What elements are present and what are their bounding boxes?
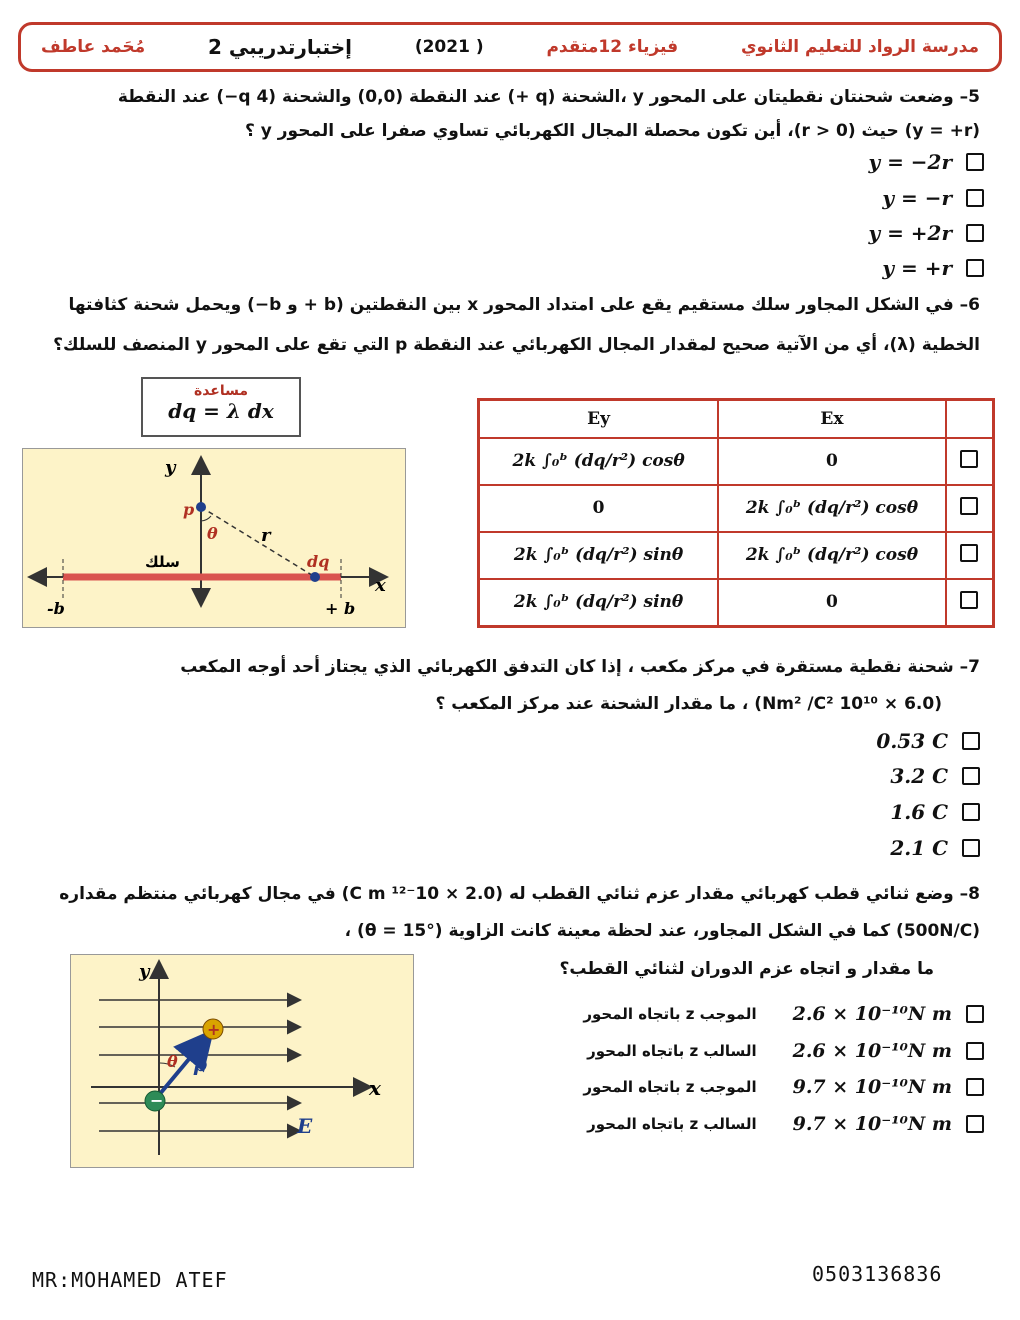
minus-sign: − (150, 1091, 164, 1110)
year: (2021 ) (414, 37, 484, 57)
theta-arc (201, 516, 211, 521)
checkbox[interactable] (966, 1078, 984, 1096)
checkbox[interactable] (962, 767, 980, 785)
checkbox[interactable] (962, 803, 980, 821)
header-ex: Ex (718, 400, 946, 438)
checkbox[interactable] (960, 591, 978, 609)
footer-name: MR:MOHAMED ATEF (32, 1268, 228, 1292)
x-label: x (375, 575, 386, 596)
q5-line2: (y = +r) حيث (r > 0)، أين تكون محصلة المجال الكهربائي تساوي صفرا على المحور y ؟ (244, 121, 980, 141)
x-label: x (369, 1076, 381, 1100)
q8-line1: 8– وضع ثنائي قطب كهربائي مقدار عزم ثنائي القطب له (2.0 × 10⁻¹² C m) في مجال كهربائي منتظم مقداره (59, 884, 980, 904)
table-row: 2k ∫₀ᵇ (dq/r²) sinθ 0 (479, 579, 994, 627)
q8-option-3[interactable]: باتجاه المحور z الموجب 9.7 × 10⁻¹⁰N m (583, 1076, 984, 1098)
checkbox[interactable] (966, 189, 984, 207)
checkbox[interactable] (966, 1042, 984, 1060)
q7-option-3[interactable]: 1.6 C (890, 800, 980, 824)
checkbox[interactable] (966, 224, 984, 242)
dipole-figure (70, 954, 414, 1168)
q8-option-1[interactable]: باتجاه المحور z الموجب 2.6 × 10⁻¹⁰N m (583, 1003, 984, 1025)
q5-option-4[interactable]: y = +r (882, 256, 984, 280)
q5-option-2[interactable]: y = −r (882, 186, 984, 210)
y-label: y (165, 457, 176, 478)
header-bar (18, 22, 1002, 72)
q7-line1: 7– شحنة نقطية مستقرة في مركز مكعب ، إذا كان التدفق الكهربائي الذي يجتاز أحد أوجه المكعب (180, 657, 980, 677)
checkbox[interactable] (960, 450, 978, 468)
checkbox[interactable] (966, 153, 984, 171)
checkbox[interactable] (960, 497, 978, 515)
q7-option-1[interactable]: 0.53 C (876, 729, 980, 753)
q7-line2: (6.0 × 10¹⁰ Nm² /C²) ، ما مقدار الشحنة عند مركز المكعب ؟ (435, 694, 942, 714)
q7-option-4[interactable]: 2.1 C (890, 836, 980, 860)
test-title: إختبارتدريبي 2 (208, 35, 352, 59)
r-label: r (261, 525, 271, 546)
theta-label: θ (207, 524, 218, 543)
dq-point (310, 572, 320, 582)
q8-line3: ما مقدار و اتجاه عزم الدوران لثنائي القطب؟ (559, 959, 934, 979)
header-ey: Ey (479, 400, 719, 438)
checkbox[interactable] (960, 544, 978, 562)
wire-figure (22, 448, 406, 628)
q8-option-2[interactable]: باتجاه المحور z السالب 2.6 × 10⁻¹⁰N m (587, 1040, 984, 1062)
table-row: 2k ∫₀ᵇ (dq/r²) cosθ 0 (479, 438, 994, 485)
wire-label: سلك (145, 553, 180, 571)
checkbox[interactable] (962, 839, 980, 857)
dipole-diagram (71, 955, 413, 1167)
y-label: y (139, 961, 150, 982)
footer-phone: 0503136836 (812, 1262, 943, 1286)
e-label: E (297, 1114, 313, 1138)
pos-b-label: + b (325, 599, 356, 618)
theta-label: θ (167, 1052, 178, 1071)
table-row: 2k ∫₀ᵇ (dq/r²) sinθ 2k ∫₀ᵇ (dq/r²) cosθ (479, 532, 994, 579)
p-label: p (193, 1052, 207, 1076)
course-name: فيزياء 12متقدم (546, 37, 679, 57)
dq-label: dq (307, 552, 330, 571)
q7-option-2[interactable]: 3.2 C (890, 764, 980, 788)
checkbox[interactable] (966, 1115, 984, 1133)
teacher-name: مُحَمد عاطف (41, 37, 146, 57)
q8-option-4[interactable]: باتجاه المحور z السالب 9.7 × 10⁻¹⁰N m (587, 1113, 984, 1135)
r-line (201, 507, 315, 577)
table-row: 0 2k ∫₀ᵇ (dq/r²) cosθ (479, 485, 994, 532)
neg-b-label: -b (47, 599, 65, 618)
q5-line1: 5– وضعت شحنتان نقطيتان على المحور y ،الشحنة (q +) عند النقطة (0,0) والشحنة (4 q−) عند النقطة (117, 87, 980, 107)
plus-sign: + (207, 1020, 221, 1039)
school-name: مدرسة الرواد للتعليم الثانوي (740, 37, 979, 57)
checkbox[interactable] (962, 732, 980, 750)
q6-options-table (477, 398, 995, 628)
hint-box (141, 377, 301, 437)
q8-line2: (500N/C) كما في الشكل المجاور، عند لحظة معينة كانت الزاوية (θ = 15°) ، (344, 921, 980, 941)
q5-option-3[interactable]: y = +2r (868, 221, 984, 245)
point-p (196, 502, 206, 512)
hint-formula: dq = λ dx (168, 399, 274, 423)
q6-line1: 6– في الشكل المجاور سلك مستقيم يقع على امتداد المحور x بين النقطتين (b + و b−) ويحمل شحنة كثافتها (68, 295, 980, 315)
p-label: p (183, 500, 195, 519)
checkbox[interactable] (966, 1005, 984, 1023)
wire-diagram (23, 449, 405, 627)
checkbox[interactable] (966, 259, 984, 277)
hint-title: مساعدة (193, 383, 249, 399)
q5-option-1[interactable]: y = −2r (868, 150, 984, 174)
q6-line2: الخطية (λ)، أي من الآتية صحيح لمقدار المجال الكهربائي عند النقطة p التي تقع على المحور y المنصف للسلك؟ (53, 335, 980, 355)
